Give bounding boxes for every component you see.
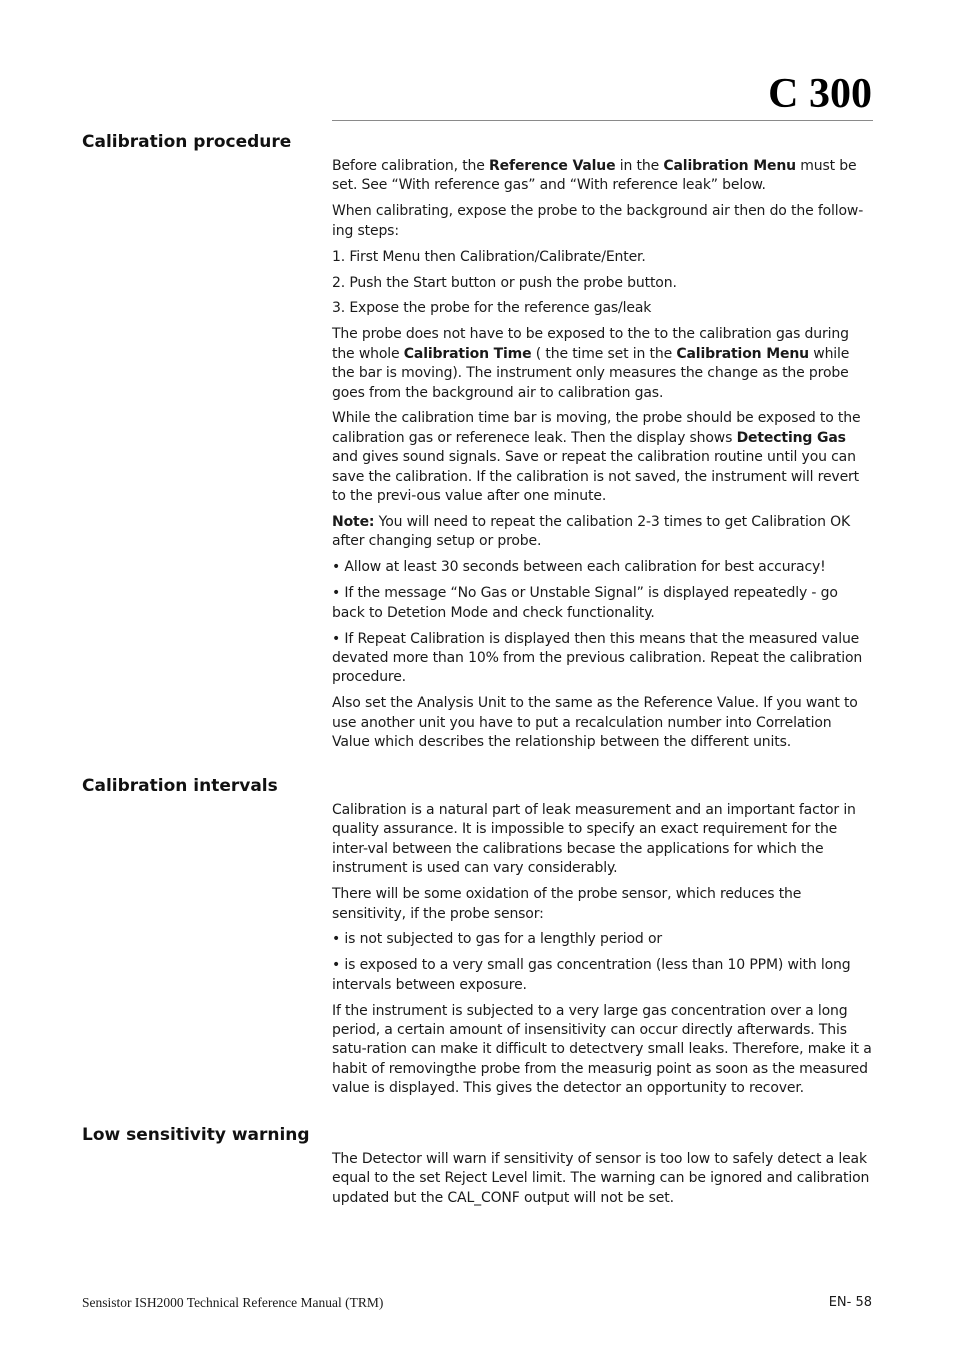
paragraph	[332, 694, 873, 752]
paragraph	[332, 630, 873, 688]
section-body	[332, 157, 873, 759]
bold-term: Detecting Gas	[736, 429, 846, 446]
section-heading: Calibration intervals	[82, 776, 278, 796]
text-run: • is exposed to a very small gas concentration (less than 10 PPM) with long intervals between exposure.	[332, 957, 851, 993]
text-run: When calibrating, expose the probe to the background air then do the follow-ing steps:	[332, 203, 864, 239]
text-run: Before calibration, the	[332, 158, 490, 174]
text-run: must be set. See “With reference gas” and “With reference leak” below.	[332, 158, 857, 194]
paragraph	[332, 513, 873, 552]
paragraph	[332, 157, 873, 196]
paragraph	[332, 584, 873, 623]
paragraph	[332, 956, 873, 995]
text-run: Calibration is a natural part of leak measurement and an important factor in quality assurance. It is impossible to specify an exact requirement for the inter-val between the calibrations becase the applications for which the instrument is used can vary considerably.	[332, 802, 856, 877]
text-run: ( the time set in the	[531, 345, 677, 362]
text-run: The Detector will warn if sensitivity of sensor is too low to safely detect a leak equal to the set Reject Level limit. The warning can be ignored and calibration updated but the CAL_CONF output will not be set.	[332, 1151, 870, 1206]
paragraph	[332, 1150, 873, 1208]
paragraph	[332, 885, 873, 924]
paragraph	[332, 801, 873, 879]
text-run: in the	[615, 158, 664, 174]
text-run: Also set the Analysis Unit to the same as the Reference Value. If you want to use another unit you have to put a recalculation number into Correlation Value which describes the relationship between the different units.	[332, 695, 858, 751]
paragraph	[332, 325, 873, 403]
bold-term: Reference Value	[489, 158, 616, 174]
section-heading: Low sensitivity warning	[82, 1125, 310, 1145]
text-run: There will be some oxidation of the probe sensor, which reduces the sensitivity, if the probe sensor:	[332, 886, 802, 922]
bold-term: Calibration Time	[403, 345, 532, 362]
text-run: and gives sound signals. Save or repeat the calibration routine until you can save the calibration. If the calibration is not saved, the instrument will revert to the previ-ous value after one minute.	[332, 449, 859, 505]
paragraph	[332, 930, 873, 949]
footer-manual-title: Sensistor ISH2000 Technical Reference Manual (TRM)	[82, 1295, 384, 1310]
text-run: while the bar is moving). The instrument only measures the change as the probe goes from the background air to calibration gas.	[332, 345, 850, 401]
paragraph	[332, 1002, 873, 1099]
text-run: You will need to repeat the calibation 2-3 times to get Calibration OK after changing setup or probe.	[332, 514, 851, 550]
text-run: The probe does not have to be exposed to the to the calibration gas during the whole	[332, 326, 849, 362]
paragraph	[332, 274, 873, 293]
bold-term: Calibration Menu	[663, 158, 796, 174]
paragraph	[332, 558, 873, 577]
page-title: C 300	[768, 71, 872, 117]
bold-term: Calibration Menu	[676, 345, 809, 362]
text-run: 1. First Menu then Calibration/Calibrate/Enter.	[332, 248, 646, 265]
paragraph	[332, 202, 873, 241]
text-run: If the instrument is subjected to a very large gas concentration over a long period, a certain amount of insensitivity can occur directly afterwards. This satu-ration can make it difficult to detectvery small leaks. Therefore, make it a habit of removingthe probe from the measurig point as soon as the measured value is displayed. This gives the detector an opportunity to recover.	[332, 1002, 872, 1097]
text-run: • Allow at least 30 seconds between each calibration for best accuracy!	[332, 559, 826, 576]
bold-term: Note:	[332, 514, 375, 530]
paragraph	[332, 299, 873, 318]
section-heading: Calibration procedure	[82, 132, 292, 152]
text-run: • is not subjected to gas for a lengthly period or	[332, 931, 662, 948]
paragraph	[332, 248, 873, 267]
section-body	[332, 801, 873, 1105]
text-run: 3. Expose the probe for the reference gas/leak	[332, 300, 652, 317]
paragraph	[332, 409, 873, 506]
footer-page-number: EN- 58	[828, 1295, 872, 1310]
text-run: While the calibration time bar is moving, the probe should be exposed to the calibration gas or referenece leak. Then the display shows	[332, 410, 861, 446]
text-run: • If Repeat Calibration is displayed then this means that the measured value devated more than 10% from the previous calibration. Repeat the calibration procedure.	[332, 630, 863, 686]
section-body	[332, 1150, 873, 1215]
text-run: 2. Push the Start button or push the probe button.	[332, 274, 677, 291]
header-rule	[332, 120, 873, 121]
text-run: • If the message “No Gas or Unstable Signal” is displayed repeatedly - go back to Detetion Mode and check functionality.	[332, 585, 838, 621]
